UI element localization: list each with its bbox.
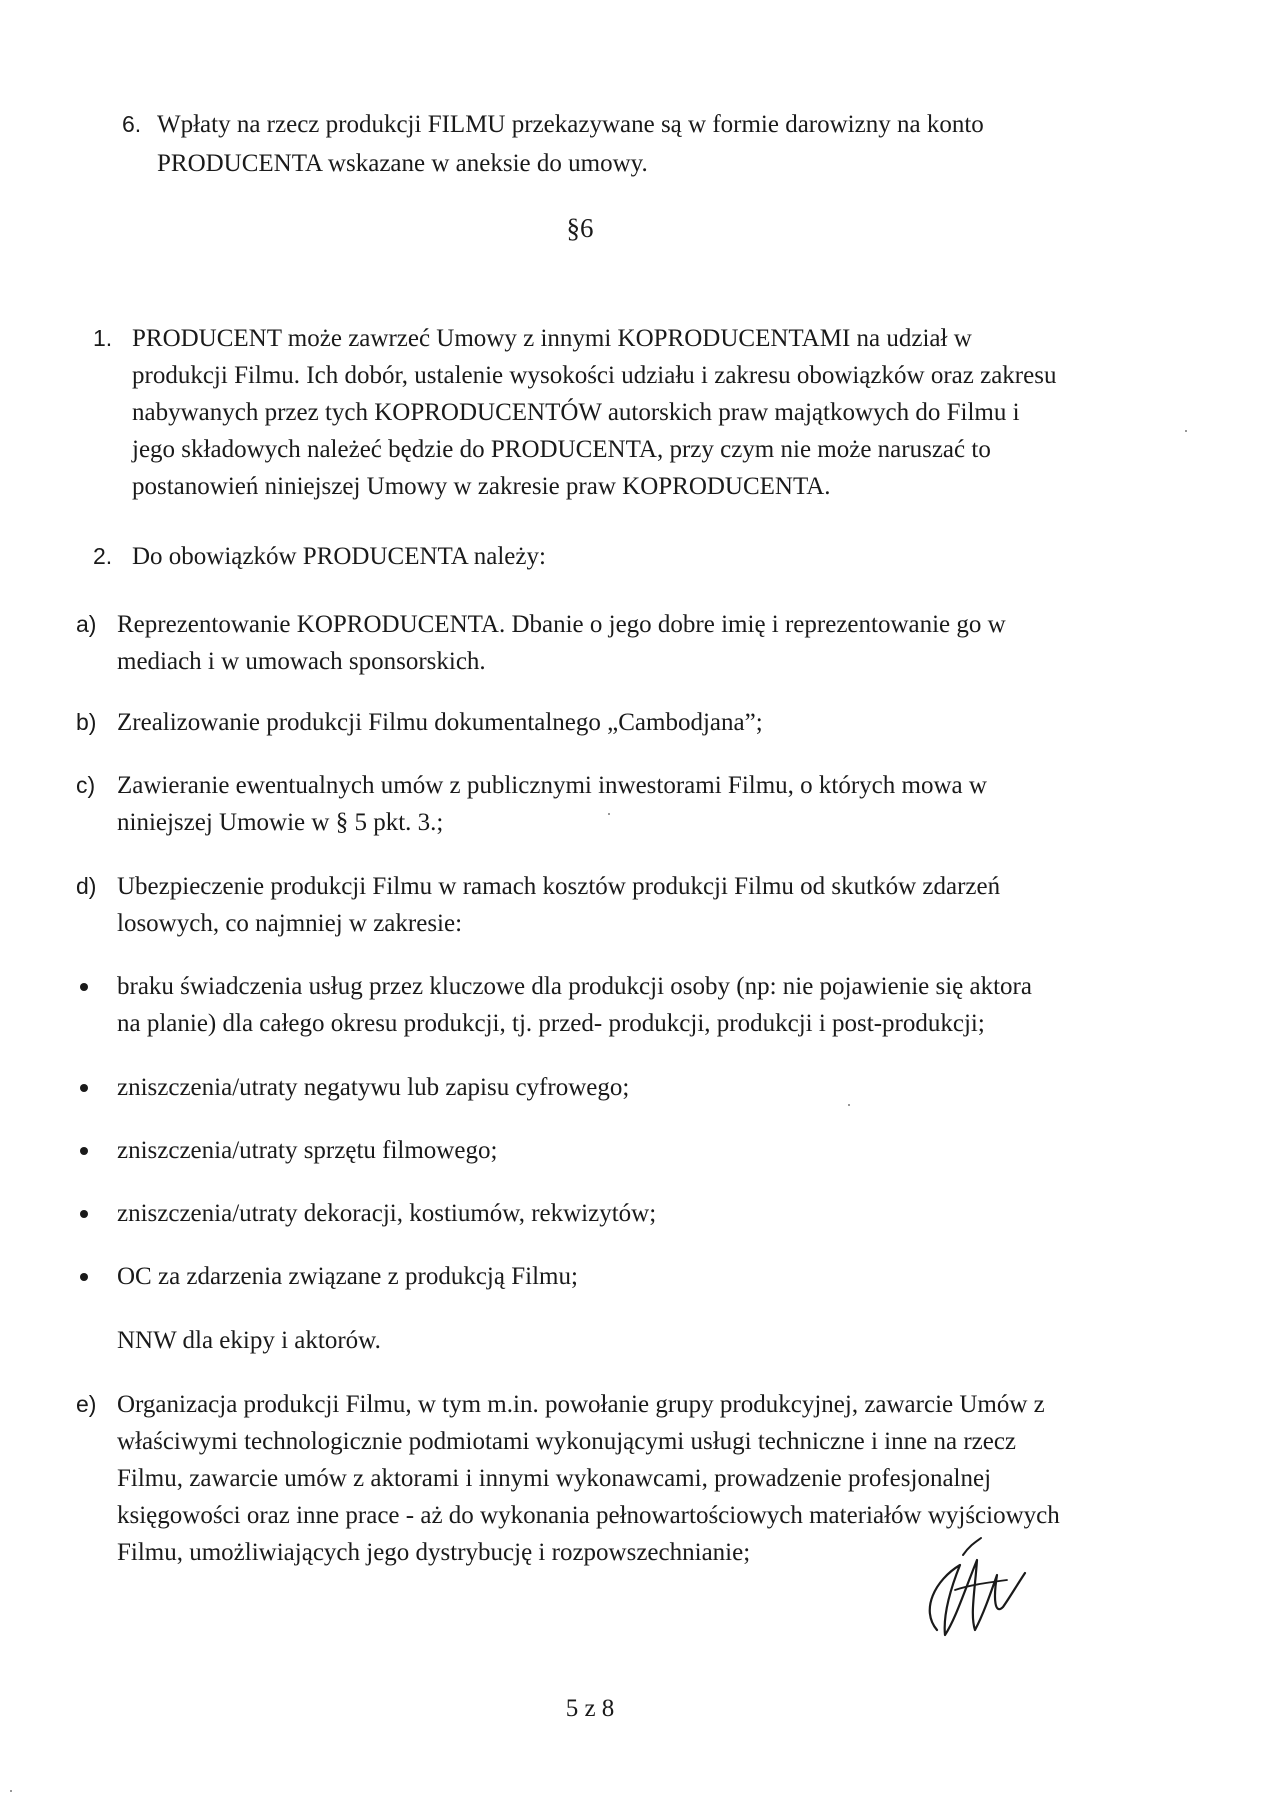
nnw-line: NNW dla ekipy i aktorów. [117, 1327, 381, 1354]
point-1-line-3: nabywanych przez tych KOPRODUCENTÓW autorskich praw majątkowych do Filmu i [132, 399, 1020, 426]
bullet-dot [80, 1210, 88, 1218]
item-e-line-1: Organizacja produkcji Filmu, w tym m.in. powołanie grupy produkcyjnej, zawarcie Umów z [117, 1391, 1045, 1418]
bullet-dot [80, 1147, 88, 1155]
bullet-dot [80, 1084, 88, 1092]
item-b-line-1: Zrealizowanie produkcji Filmu dokumentalnego „Cambodjana”; [117, 709, 763, 736]
bullet-2-line-1: zniszczenia/utraty negatywu lub zapisu cyfrowego; [117, 1074, 630, 1101]
item-e-line-3: Filmu, zawarcie umów z aktorami i innymi wykonawcami, prowadzenie profesjonalnej [117, 1465, 992, 1492]
bullet-4-line-1: zniszczenia/utraty dekoracji, kostiumów, rekwizytów; [117, 1200, 657, 1227]
scan-speck [608, 813, 610, 815]
section-heading: §6 [566, 213, 594, 243]
item-a-line-2: mediach i w umowach sponsorskich. [117, 648, 486, 675]
bullet-3-line-1: zniszczenia/utraty sprzętu filmowego; [117, 1137, 498, 1164]
item-c-marker: c) [76, 772, 96, 798]
bullet-5-line-1: OC za zdarzenia związane z produkcją Filmu; [117, 1263, 578, 1290]
point-1-line-4: jego składowych należeć będzie do PRODUCENTA, przy czym nie może naruszać to [132, 436, 991, 463]
bullet-1-line-1: braku świadczenia usług przez kluczowe dla produkcji osoby (np: nie pojawienie się aktora [117, 973, 1032, 1000]
item-6-line-1: Wpłaty na rzecz produkcji FILMU przekazywane są w formie darowizny na konto [157, 111, 984, 138]
item-d-line-1: Ubezpieczenie produkcji Filmu w ramach kosztów produkcji Filmu od skutków zdarzeń [117, 873, 1001, 900]
scan-speck [10, 1790, 12, 1792]
item-e-line-4: księgowości oraz inne prace - aż do wykonania pełnowartościowych materiałów wyjściowych [117, 1502, 1060, 1529]
item-6-marker: 6. [122, 111, 142, 137]
point-2-marker: 2. [93, 543, 113, 569]
point-1-line-5: postanowień niniejszej Umowy w zakresie praw KOPRODUCENTA. [132, 473, 831, 500]
item-d-marker: d) [76, 873, 97, 899]
item-6-line-2: PRODUCENTA wskazane w aneksie do umowy. [157, 150, 648, 177]
item-a-marker: a) [76, 611, 97, 637]
point-1-marker: 1. [93, 325, 113, 351]
bullet-dot [80, 983, 88, 991]
item-c-line-1: Zawieranie ewentualnych umów z publicznymi inwestorami Filmu, o których mowa w [117, 772, 987, 799]
item-c-line-2: niniejszej Umowie w § 5 pkt. 3.; [117, 809, 444, 836]
page-number: 5 z 8 [565, 1695, 615, 1722]
scan-speck [1185, 430, 1187, 432]
bullet-dot [80, 1273, 88, 1281]
bullet-1-line-2: na planie) dla całego okresu produkcji, tj. przed- produkcji, produkcji i post-produkcji; [117, 1010, 985, 1037]
item-e-line-5: Filmu, umożliwiających jego dystrybucję i rozpowszechnianie; [117, 1539, 751, 1566]
signature [915, 1535, 1045, 1645]
scan-speck [848, 1104, 850, 1106]
point-2-line-1: Do obowiązków PRODUCENTA należy: [132, 543, 546, 570]
item-b-marker: b) [76, 709, 97, 735]
item-e-line-2: właściwymi technologicznie podmiotami wykonującymi usługi techniczne i inne na rzecz [117, 1428, 1017, 1455]
item-d-line-2: losowych, co najmniej w zakresie: [117, 910, 463, 937]
item-a-line-1: Reprezentowanie KOPRODUCENTA. Dbanie o jego dobre imię i reprezentowanie go w [117, 611, 1006, 638]
point-1-line-1: PRODUCENT może zawrzeć Umowy z innymi KOPRODUCENTAMI na udział w [132, 325, 972, 352]
point-1-line-2: produkcji Filmu. Ich dobór, ustalenie wysokości udziału i zakresu obowiązków oraz zakresu [132, 362, 1057, 389]
item-e-marker: e) [76, 1391, 97, 1417]
